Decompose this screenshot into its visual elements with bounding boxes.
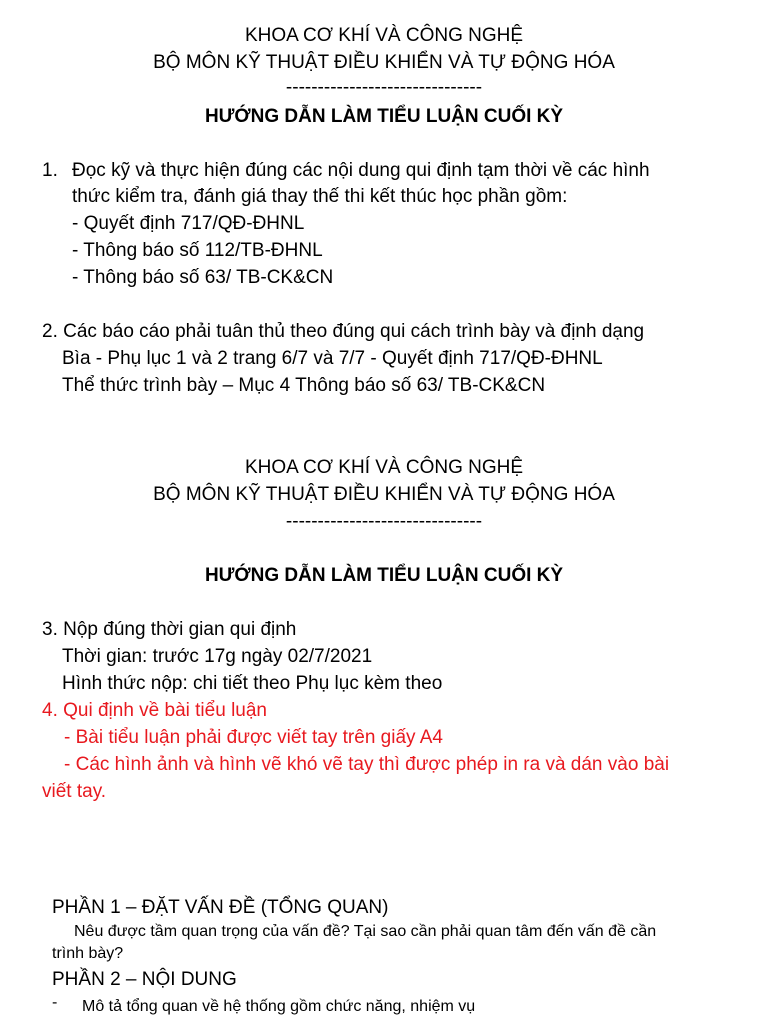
item1-line1: Đọc kỹ và thực hiện đúng các nội dung qui định tạm thời về các hình xyxy=(72,160,650,181)
part2-bullet1: Mô tả tổng quan về hệ thống gồm chức năng, nhiệm vụ xyxy=(82,998,476,1015)
block1-department: BỘ MÔN KỸ THUẬT ĐIỀU KHIỂN VÀ TỰ ĐỘNG HÓA xyxy=(153,52,615,73)
block1-faculty: KHOA CƠ KHÍ VÀ CÔNG NGHỆ xyxy=(244,25,524,46)
part1-text-a: Nêu được tầm quan trọng của vấn đề? Tại sao cần phải quan tâm đến vấn đề cần xyxy=(74,923,657,940)
block2-department: BỘ MÔN KỸ THUẬT ĐIỀU KHIỂN VÀ TỰ ĐỘNG HÓA xyxy=(153,484,615,505)
item2-line3: Thể thức trình bày – Mục 4 Thông báo số 63/ TB-CK&CN xyxy=(62,375,546,396)
item3-line2: Thời gian: trước 17g ngày 02/7/2021 xyxy=(62,646,373,667)
block2-divider: ------------------------------- xyxy=(285,511,483,532)
block2-faculty: KHOA CƠ KHÍ VÀ CÔNG NGHỆ xyxy=(244,457,524,478)
item2-line1: 2. Các báo cáo phải tuân thủ theo đúng qui cách trình bày và định dạng xyxy=(42,321,645,342)
item4-heading: 4. Qui định về bài tiểu luận xyxy=(42,700,267,721)
item1-ref-3: - Thông báo số 63/ TB-CK&CN xyxy=(72,267,334,288)
block1-title: HƯỚNG DẪN LÀM TIỂU LUẬN CUỐI KỲ xyxy=(204,106,564,127)
item1-number: 1. xyxy=(42,160,58,181)
item4-bullet2b: viết tay. xyxy=(42,781,107,802)
block2-title: HƯỚNG DẪN LÀM TIỂU LUẬN CUỐI KỲ xyxy=(204,565,564,586)
part2-heading: PHẦN 2 – NỘI DUNG xyxy=(52,969,237,990)
part1-text-b: trình bày? xyxy=(52,945,124,962)
item1-line2: thức kiểm tra, đánh giá thay thế thi kết thúc học phần gồm: xyxy=(72,186,568,207)
item1-ref-2: - Thông báo số 112/TB-ĐHNL xyxy=(72,240,323,261)
item3-line3: Hình thức nộp: chi tiết theo Phụ lục kèm theo xyxy=(62,673,443,694)
item4-bullet1: - Bài tiểu luận phải được viết tay trên giấy A4 xyxy=(64,727,443,748)
block1-divider: ------------------------------- xyxy=(285,77,483,98)
item3-line1: 3. Nộp đúng thời gian qui định xyxy=(42,619,297,640)
item1-ref-1: - Quyết định 717/QĐ-ĐHNL xyxy=(72,213,305,234)
item2-line2: Bìa - Phụ lục 1 và 2 trang 6/7 và 7/7 - Quyết định 717/QĐ-ĐHNL xyxy=(62,348,603,369)
item4-bullet2a: - Các hình ảnh và hình vẽ khó vẽ tay thì được phép in ra và dán vào bài xyxy=(64,754,670,775)
part2-bullet1-marker: - xyxy=(52,994,58,1011)
part1-heading: PHẦN 1 – ĐẶT VẤN ĐỀ (TỔNG QUAN) xyxy=(52,897,389,918)
